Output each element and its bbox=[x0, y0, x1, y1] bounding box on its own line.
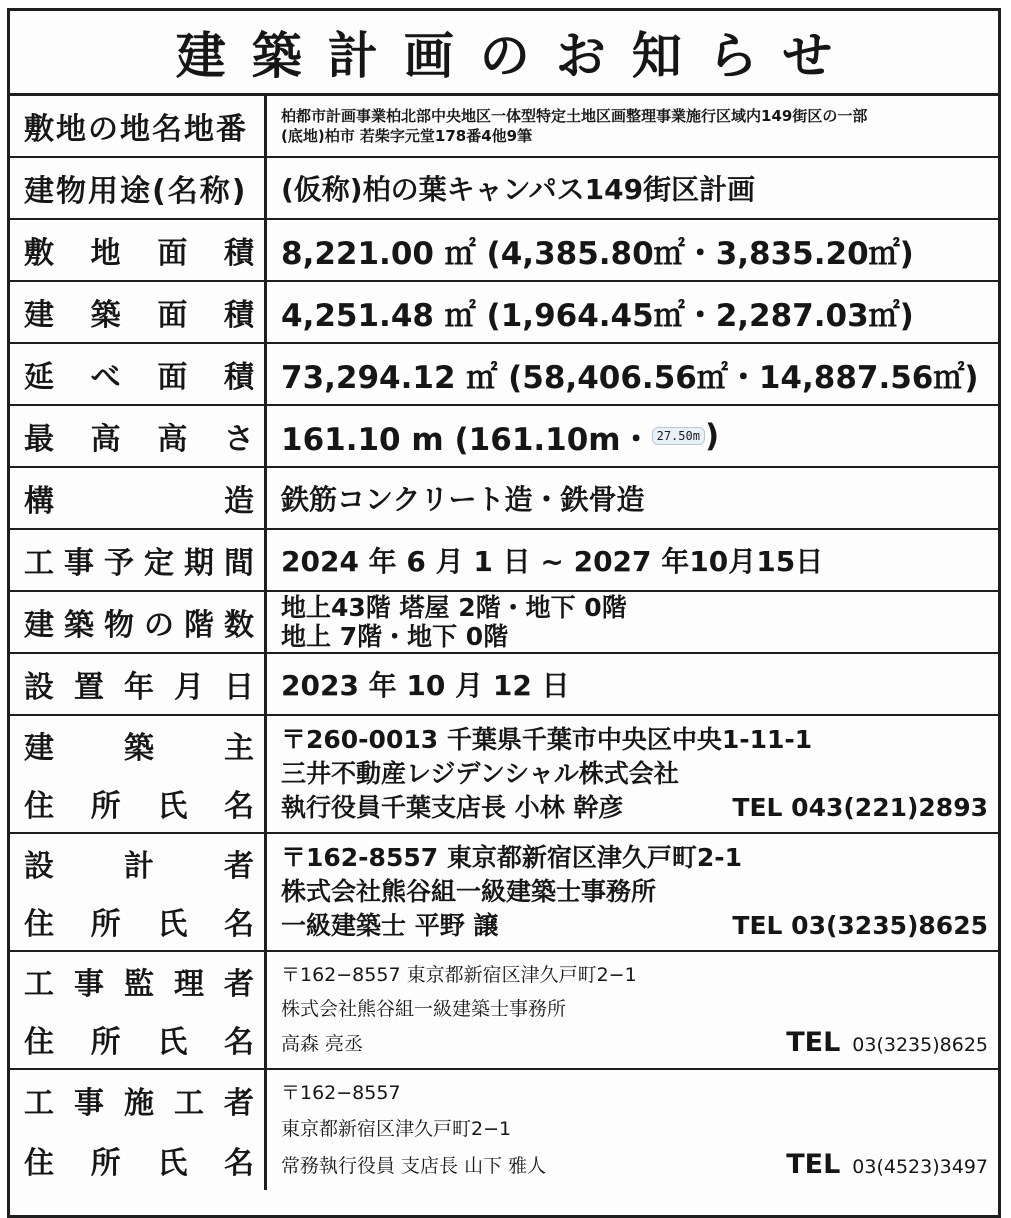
label-use: 建物用途(名称) bbox=[10, 158, 267, 218]
row-supervisor bbox=[10, 952, 998, 1070]
label-installed: 設 置 年 月 日 bbox=[10, 654, 267, 714]
row-owner bbox=[10, 716, 998, 834]
contractor-tel: TEL 03(4523)3497 bbox=[786, 1149, 988, 1180]
site-line-1: 柏都市計画事業柏北部中央地区一体型特定土地区画整理事業施行区域内149街区の一部 bbox=[281, 107, 868, 125]
supervisor-tel: TEL 03(3235)8625 bbox=[786, 1027, 988, 1058]
label-site: 敷地の地名地番 bbox=[10, 96, 267, 156]
construction-notice-board bbox=[7, 8, 1001, 1218]
value-structure: 鉄筋コンクリート造・鉄骨造 bbox=[281, 483, 645, 516]
label-period: 工 事 予 定 期 間 bbox=[10, 530, 267, 590]
label-floor-area: 延 べ 面 積 bbox=[10, 344, 267, 404]
value-building-area: 4,251.48 ㎡ (1,964.45㎡・2,287.03㎡) bbox=[281, 297, 914, 334]
value-floor-area: 73,294.12 ㎡ (58,406.56㎡・14,887.56㎡) bbox=[281, 359, 979, 396]
value-height: 161.10 m (161.10m・ 27.50m ) bbox=[281, 418, 720, 458]
site-line-2: (底地)柏市 若柴字元堂178番4他9筆 bbox=[281, 127, 533, 145]
height-correction-patch: 27.50m bbox=[652, 427, 705, 445]
notice-title: 建築計画のお知らせ bbox=[10, 11, 998, 96]
row-floor-area bbox=[10, 344, 998, 406]
row-period bbox=[10, 530, 998, 592]
row-designer bbox=[10, 834, 998, 952]
label-structure: 構 造 bbox=[10, 468, 267, 528]
label-height: 最 高 高 さ bbox=[10, 406, 267, 466]
value-site-area: 8,221.00 ㎡ (4,385.80㎡・3,835.20㎡) bbox=[281, 235, 914, 272]
row-contractor bbox=[10, 1070, 998, 1190]
designer-tel: TEL 03(3235)8625 bbox=[732, 911, 988, 940]
row-site-area bbox=[10, 220, 998, 282]
row-use bbox=[10, 158, 998, 220]
row-installed bbox=[10, 654, 998, 716]
value-designer: 〒162-8557 東京都新宿区津久戸町2-1 株式会社熊谷組一級建築士事務所 一級建築士 平野 譲 TEL 03(3235)8625 bbox=[267, 834, 998, 950]
label-contractor: 工 事 施 工 者 住 所 氏 名 bbox=[10, 1070, 267, 1190]
value-owner: 〒260-0013 千葉県千葉市中央区中央1-11-1 三井不動産レジデンシャル株式会社 執行役員千葉支店長 小林 幹彦 TEL 043(221)2893 bbox=[267, 716, 998, 832]
value-use: (仮称)柏の葉キャンパス149街区計画 bbox=[281, 173, 756, 206]
label-supervisor: 工 事 監 理 者 住 所 氏 名 bbox=[10, 952, 267, 1068]
value-installed: 2023 年 10 月 12 日 bbox=[281, 669, 570, 702]
label-owner: 建 築 主 住 所 氏 名 bbox=[10, 716, 267, 832]
value-period: 2024 年 6 月 1 日 ~ 2027 年10月15日 bbox=[281, 545, 824, 578]
value-floors bbox=[267, 592, 998, 652]
row-building-area bbox=[10, 282, 998, 344]
label-building-area: 建 築 面 積 bbox=[10, 282, 267, 342]
row-floors bbox=[10, 592, 998, 654]
row-height bbox=[10, 406, 998, 468]
row-structure bbox=[10, 468, 998, 530]
floors-line-1: 地上43階 塔屋 2階・地下 0階 bbox=[281, 593, 627, 622]
label-designer: 設 計 者 住 所 氏 名 bbox=[10, 834, 267, 950]
floors-line-2: 地上 7階・地下 0階 bbox=[281, 622, 509, 651]
value-contractor: 〒162−8557 東京都新宿区津久戸町2−1 常務執行役員 支店長 山下 雅人 TEL 03(4523)3497 bbox=[267, 1070, 998, 1190]
label-floors: 建 築 物 の 階 数 bbox=[10, 592, 267, 652]
value-supervisor: 〒162−8557 東京都新宿区津久戸町2−1 株式会社熊谷組一級建築士事務所 高森 亮丞 TEL 03(3235)8625 bbox=[267, 952, 998, 1068]
label-site-area: 敷 地 面 積 bbox=[10, 220, 267, 280]
value-site bbox=[267, 96, 998, 156]
row-site bbox=[10, 96, 998, 158]
owner-tel: TEL 043(221)2893 bbox=[732, 793, 988, 822]
